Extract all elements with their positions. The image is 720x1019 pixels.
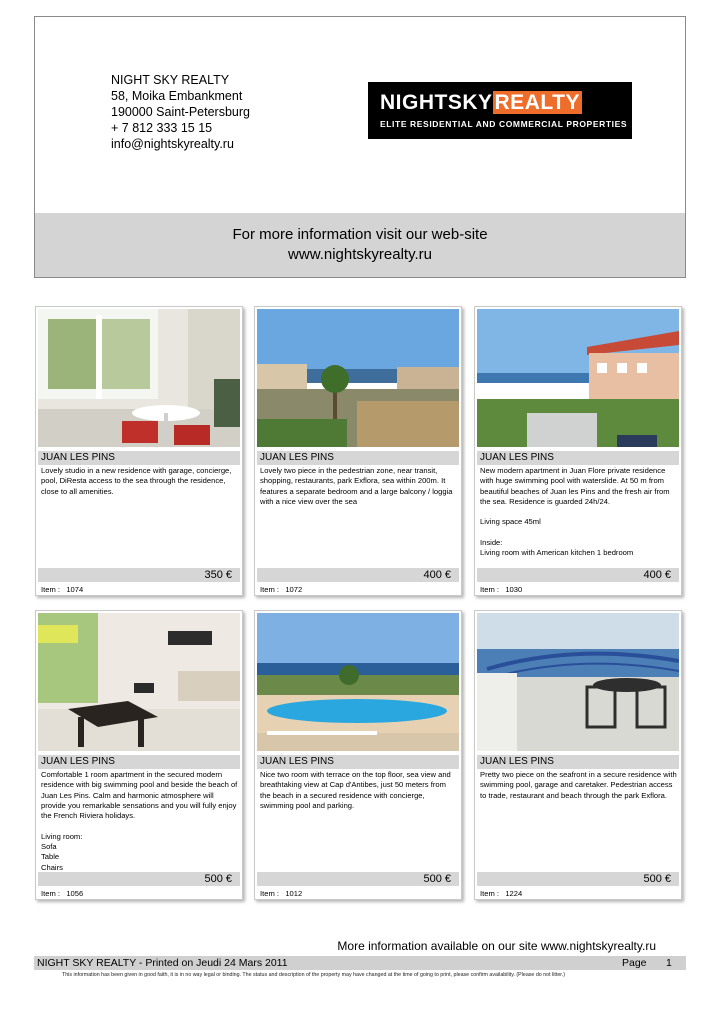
listing-description: Nice two room with terrace on the top floor, sea view and breathtaking view at Cap d'Antibes, just 50 meters from the beach in a secured residence with concierge, swimming pool and parking. xyxy=(260,770,451,810)
listing-price: 500 € xyxy=(477,872,679,886)
listing-photo[interactable] xyxy=(257,309,459,447)
listing-card[interactable] xyxy=(35,306,243,596)
pool-sea-view-photo xyxy=(257,613,459,751)
listing-card[interactable] xyxy=(474,306,682,596)
listing-card[interactable] xyxy=(474,610,682,900)
listing-description: Lovely two piece in the pedestrian zone, near transit, shopping, restaurants, park Exflora, sea within 200m. It features a separate bedroom and a large balcony / loggia with a nice view over the sea xyxy=(260,466,453,506)
balcony-sea-view-photo xyxy=(477,613,679,751)
living-room-photo xyxy=(38,613,240,751)
listing-card[interactable] xyxy=(35,610,243,900)
listing-card[interactable] xyxy=(254,306,462,596)
listing-description: Pretty two piece on the seafront in a secure residence with swimming pool, garage and caretaker. Pedestrian access to trade, restaurant and beach through the park Exflora. xyxy=(480,770,677,800)
agency-city: 190000 Saint-Petersburg xyxy=(111,105,250,119)
listing-item-number: Item : 1224 xyxy=(480,889,523,898)
agency-name: NIGHT SKY REALTY xyxy=(111,73,230,87)
listing-price: 400 € xyxy=(477,568,679,582)
disclaimer-text: This information has been given in good faith, it is in no way legal or binding. The status and description of the property may have changed at the time of going to print, please confirm availability. (Please do not litter.) xyxy=(62,972,565,978)
listing-item-number: Item : 1056 xyxy=(41,889,84,898)
listing-card[interactable] xyxy=(254,610,462,900)
page-number: 1 xyxy=(666,957,672,969)
listing-photo[interactable] xyxy=(477,309,679,447)
more-info-link[interactable]: More information available on our site www.nightskyrealty.ru xyxy=(337,939,656,953)
listing-item-number: Item : 1012 xyxy=(260,889,303,898)
logo-wordmark xyxy=(380,91,582,115)
apartment-interior-photo xyxy=(38,309,240,447)
listing-city: JUAN LES PINS xyxy=(38,451,240,465)
listing-photo[interactable] xyxy=(38,613,240,751)
listing-price: 400 € xyxy=(257,568,459,582)
listing-city: JUAN LES PINS xyxy=(257,451,459,465)
listing-photo[interactable] xyxy=(257,613,459,751)
website-link[interactable]: www.nightskyrealty.ru xyxy=(288,246,432,263)
logo-word-2: REALTY xyxy=(494,91,580,114)
info-line-1: For more information visit our web-site xyxy=(232,226,488,243)
listing-price: 350 € xyxy=(38,568,240,582)
listing-photo[interactable] xyxy=(38,309,240,447)
listing-item-number: Item : 1074 xyxy=(41,585,84,594)
town-view-photo xyxy=(257,309,459,447)
listing-item-number: Item : 1030 xyxy=(480,585,523,594)
page-label: Page xyxy=(622,957,647,969)
listing-city: JUAN LES PINS xyxy=(38,755,240,769)
company-logo xyxy=(368,82,632,139)
listing-price: 500 € xyxy=(257,872,459,886)
listing-city: JUAN LES PINS xyxy=(477,451,679,465)
logo-word-1: NIGHTSKY xyxy=(380,91,493,114)
residence-exterior-photo xyxy=(477,309,679,447)
listing-description: New modern apartment in Juan Flore private residence with huge swimming pool with waterslide. At 50 m from beautiful beaches of Juan les Pins and the fresh air from the sea. Residence is guarded 24h/24. Living space 45ml Inside: Living room with American kitchen 1 bedroom xyxy=(480,466,670,558)
agency-contact xyxy=(111,72,250,152)
listing-photo[interactable] xyxy=(477,613,679,751)
logo-tagline: ELITE RESIDENTIAL AND COMMERCIAL PROPERTIES xyxy=(380,119,628,129)
info-band xyxy=(35,213,685,277)
agency-email: info@nightskyrealty.ru xyxy=(111,137,234,151)
listing-item-number: Item : 1072 xyxy=(260,585,303,594)
agency-address: 58, Moika Embankment xyxy=(111,89,243,103)
agency-phone: + 7 812 333 15 15 xyxy=(111,121,213,135)
listing-city: JUAN LES PINS xyxy=(257,755,459,769)
listing-description: Lovely studio in a new residence with garage, concierge, pool, DiResta access to the sea through the residence, close to all amenities. xyxy=(41,466,232,496)
listing-description: Comfortable 1 room apartment in the secured modern residence with big swimming pool and beside the beach of Juan Les Pins. Calm and harmonic atmosphere will provide you remarkable sensations and you will fully enjoy the French Riviera holidays. Living room: Sofa Table Chairs xyxy=(41,770,238,872)
listing-city: JUAN LES PINS xyxy=(477,755,679,769)
printed-on-text: NIGHT SKY REALTY - Printed on Jeudi 24 Mars 2011 xyxy=(37,957,288,969)
footer-bar xyxy=(34,956,686,970)
listing-price: 500 € xyxy=(38,872,240,886)
